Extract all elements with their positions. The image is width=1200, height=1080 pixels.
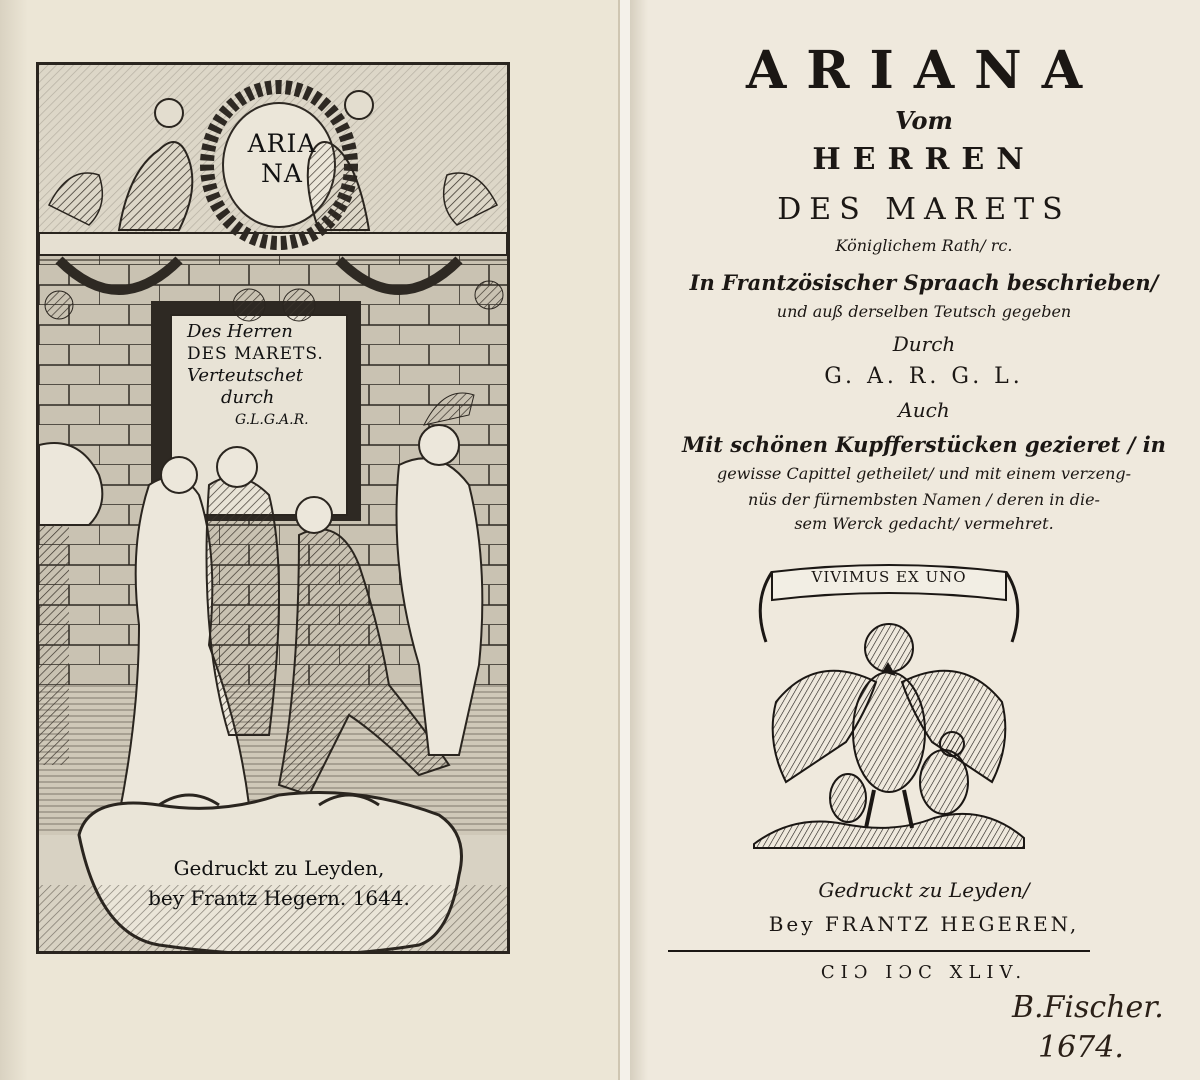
imprint-rule: [668, 950, 1090, 952]
eagle-printer-mark: [748, 562, 1030, 854]
title-page: [630, 0, 1200, 1080]
door-inscription: [187, 321, 357, 471]
wreath-title-line-1: ARIA: [247, 129, 317, 158]
printer-name: Bey FRANTZ HEGEREN,: [768, 912, 1080, 936]
printed-at: Gedruckt zu Leyden/: [818, 878, 1030, 902]
wreath-title-line-2: NA: [261, 159, 303, 188]
signature-year: 1674.: [1038, 1030, 1124, 1065]
book-title: ARIANA: [745, 40, 1103, 101]
door-line-2: DES MARETS.: [187, 344, 324, 364]
description-line-4: sem Werck gedacht/ vermehret.: [794, 514, 1054, 533]
ownership-signature: [1008, 990, 1188, 1070]
cartouche-imprint: [129, 853, 429, 913]
title-vom: Vom: [895, 106, 953, 135]
wreath-title: [227, 129, 337, 189]
page-edge: [0, 0, 28, 1080]
description-line-3: nüs der fürnembsten Namen / deren in die-: [748, 490, 1100, 509]
author-rank: Königlichem Rath/ rc.: [835, 236, 1013, 255]
title-herren: HERREN: [812, 142, 1036, 177]
signature-name: B.Fischer.: [1012, 990, 1164, 1025]
imprint-line-2: bey Frantz Hegern. 1644.: [148, 886, 410, 910]
translator-initials: G. A. R. G. L.: [824, 364, 1024, 389]
language-line: In Frantzösischer Spraach beschrieben/: [689, 270, 1159, 295]
door-line-3: Verteutschet: [187, 365, 304, 386]
author-name: DES MARETS: [777, 192, 1071, 227]
publication-date: CIƆ IƆC XLIV.: [820, 962, 1028, 983]
door-line-5: G.L.G.A.R.: [235, 412, 309, 428]
door-line-4: durch: [221, 387, 275, 408]
imprint-line-1: Gedruckt zu Leyden,: [173, 856, 385, 880]
frontispiece-engraving: [36, 62, 510, 954]
durch-line: Durch: [892, 332, 956, 356]
description-line-1: Mit schönen Kupfferstücken gezieret / in: [682, 432, 1166, 457]
auch-line: Auch: [898, 398, 950, 422]
description-line-2: gewisse Capittel getheilet/ und mit einem verzeng-: [716, 464, 1132, 483]
engraving-illustration: [39, 65, 507, 951]
translation-line: und auß derselben Teutsch gegeben: [776, 302, 1072, 321]
page-gutter: [630, 0, 648, 1080]
emblem-motto: VIVIMUS EX UNO: [811, 568, 967, 586]
door-line-1: Des Herren: [187, 321, 293, 342]
